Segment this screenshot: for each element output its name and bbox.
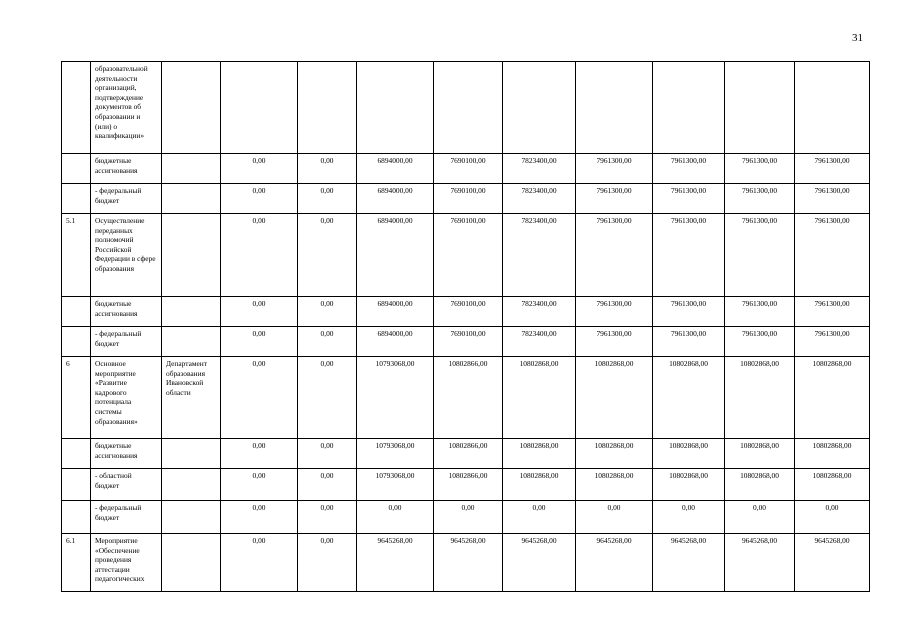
- value-cell: 7961300,00: [725, 154, 795, 184]
- value-cell: 7961300,00: [576, 184, 653, 214]
- value-cell: [298, 62, 357, 154]
- value-cell: 0,00: [221, 439, 298, 469]
- row-executor-cell: [162, 501, 221, 534]
- budget-table: [61, 61, 870, 592]
- value-cell: 10802868,00: [725, 469, 795, 501]
- row-executor-cell: [162, 214, 221, 297]
- value-cell: 0,00: [221, 297, 298, 327]
- value-cell: 10802868,00: [725, 439, 795, 469]
- value-cell: 0,00: [298, 214, 357, 297]
- value-cell: 6894000,00: [357, 327, 434, 357]
- table-row: [62, 184, 870, 214]
- value-cell: 7961300,00: [795, 297, 870, 327]
- value-cell: 9645268,00: [576, 534, 653, 592]
- value-cell: 7690100,00: [434, 327, 503, 357]
- row-number-cell: 6.1: [62, 534, 91, 592]
- value-cell: 7690100,00: [434, 154, 503, 184]
- value-cell: 6894000,00: [357, 214, 434, 297]
- row-number-cell: 6: [62, 357, 91, 439]
- row-executor-cell: [162, 439, 221, 469]
- value-cell: 10802868,00: [503, 469, 576, 501]
- value-cell: 10802868,00: [503, 439, 576, 469]
- value-cell: 7961300,00: [725, 327, 795, 357]
- value-cell: 0,00: [221, 327, 298, 357]
- table-row: [62, 154, 870, 184]
- value-cell: 7961300,00: [576, 214, 653, 297]
- value-cell: 7961300,00: [795, 327, 870, 357]
- value-cell: 9645268,00: [725, 534, 795, 592]
- value-cell: 7823400,00: [503, 184, 576, 214]
- value-cell: 9645268,00: [795, 534, 870, 592]
- value-cell: 10802868,00: [795, 469, 870, 501]
- table-row: [62, 501, 870, 534]
- value-cell: 7961300,00: [795, 184, 870, 214]
- value-cell: 6894000,00: [357, 154, 434, 184]
- value-cell: 9645268,00: [357, 534, 434, 592]
- value-cell: 10802868,00: [503, 357, 576, 439]
- value-cell: 10802868,00: [795, 439, 870, 469]
- value-cell: 0,00: [795, 501, 870, 534]
- value-cell: 0,00: [298, 297, 357, 327]
- value-cell: 7823400,00: [503, 154, 576, 184]
- value-cell: 7690100,00: [434, 297, 503, 327]
- row-number-cell: [62, 439, 91, 469]
- value-cell: [653, 62, 725, 154]
- row-executor-cell: [162, 154, 221, 184]
- row-name-cell: - федеральный бюджет: [91, 184, 162, 214]
- table-row: [62, 469, 870, 501]
- value-cell: 7961300,00: [795, 214, 870, 297]
- value-cell: 10802866,00: [434, 357, 503, 439]
- value-cell: [434, 62, 503, 154]
- value-cell: 10793068,00: [357, 439, 434, 469]
- table-row: [62, 357, 870, 439]
- value-cell: 7961300,00: [653, 327, 725, 357]
- value-cell: [725, 62, 795, 154]
- row-executor-cell: [162, 534, 221, 592]
- value-cell: 0,00: [298, 469, 357, 501]
- row-executor-cell: [162, 184, 221, 214]
- row-number-cell: [62, 501, 91, 534]
- value-cell: 10802868,00: [576, 439, 653, 469]
- value-cell: 10802866,00: [434, 439, 503, 469]
- value-cell: [221, 62, 298, 154]
- table-row: [62, 297, 870, 327]
- value-cell: 10802866,00: [434, 469, 503, 501]
- table-row: [62, 534, 870, 592]
- value-cell: 0,00: [221, 154, 298, 184]
- value-cell: 0,00: [298, 534, 357, 592]
- value-cell: 0,00: [221, 501, 298, 534]
- value-cell: 0,00: [298, 327, 357, 357]
- value-cell: 0,00: [221, 357, 298, 439]
- value-cell: 7690100,00: [434, 214, 503, 297]
- row-name-cell: бюджетные ассигнования: [91, 297, 162, 327]
- value-cell: 7823400,00: [503, 214, 576, 297]
- value-cell: [357, 62, 434, 154]
- value-cell: 9645268,00: [503, 534, 576, 592]
- value-cell: 0,00: [357, 501, 434, 534]
- value-cell: 0,00: [725, 501, 795, 534]
- row-name-cell: бюджетные ассигнования: [91, 154, 162, 184]
- row-name-cell: Основное мероприятие «Развитие кадрового потенциала системы образования»: [91, 357, 162, 439]
- value-cell: [795, 62, 870, 154]
- value-cell: [576, 62, 653, 154]
- value-cell: 0,00: [221, 184, 298, 214]
- row-number-cell: [62, 154, 91, 184]
- value-cell: 10802868,00: [576, 357, 653, 439]
- value-cell: 10793068,00: [357, 357, 434, 439]
- value-cell: 10802868,00: [653, 357, 725, 439]
- value-cell: 7961300,00: [576, 154, 653, 184]
- row-number-cell: [62, 327, 91, 357]
- value-cell: 0,00: [503, 501, 576, 534]
- row-number-cell: [62, 62, 91, 154]
- value-cell: 0,00: [653, 501, 725, 534]
- row-executor-cell: [162, 297, 221, 327]
- row-number-cell: [62, 184, 91, 214]
- value-cell: 0,00: [298, 184, 357, 214]
- value-cell: 10802868,00: [576, 469, 653, 501]
- page-number: 31: [852, 32, 863, 44]
- value-cell: 7961300,00: [725, 214, 795, 297]
- value-cell: 10802868,00: [725, 357, 795, 439]
- value-cell: 0,00: [221, 214, 298, 297]
- row-executor-cell: [162, 327, 221, 357]
- table-row: [62, 62, 870, 154]
- row-name-cell: бюджетные ассигнования: [91, 439, 162, 469]
- value-cell: 7823400,00: [503, 297, 576, 327]
- value-cell: 9645268,00: [653, 534, 725, 592]
- row-executor-cell: Департамент образования Ивановской области: [162, 357, 221, 439]
- value-cell: 0,00: [576, 501, 653, 534]
- row-name-cell: - федеральный бюджет: [91, 327, 162, 357]
- value-cell: 0,00: [298, 154, 357, 184]
- value-cell: 7961300,00: [576, 327, 653, 357]
- value-cell: 10802868,00: [795, 357, 870, 439]
- value-cell: 10802868,00: [653, 439, 725, 469]
- value-cell: 7690100,00: [434, 184, 503, 214]
- row-executor-cell: [162, 62, 221, 154]
- value-cell: 7961300,00: [653, 154, 725, 184]
- table-row: [62, 214, 870, 297]
- value-cell: [503, 62, 576, 154]
- value-cell: 7961300,00: [725, 184, 795, 214]
- value-cell: 0,00: [434, 501, 503, 534]
- value-cell: 6894000,00: [357, 184, 434, 214]
- value-cell: 0,00: [221, 534, 298, 592]
- row-name-cell: образовательной деятельности организаций, подтверждение документов об образовании и (или) о квалификации»: [91, 62, 162, 154]
- value-cell: 0,00: [221, 469, 298, 501]
- value-cell: 6894000,00: [357, 297, 434, 327]
- value-cell: 10793068,00: [357, 469, 434, 501]
- value-cell: 9645268,00: [434, 534, 503, 592]
- table-row: [62, 439, 870, 469]
- table-row: [62, 327, 870, 357]
- value-cell: 7961300,00: [725, 297, 795, 327]
- value-cell: 7961300,00: [576, 297, 653, 327]
- value-cell: 7961300,00: [795, 154, 870, 184]
- row-name-cell: - областной бюджет: [91, 469, 162, 501]
- row-name-cell: Осуществление переданных полномочий Российской Федерации в сфере образования: [91, 214, 162, 297]
- value-cell: 0,00: [298, 357, 357, 439]
- row-executor-cell: [162, 469, 221, 501]
- value-cell: 0,00: [298, 439, 357, 469]
- row-number-cell: 5.1: [62, 214, 91, 297]
- value-cell: 0,00: [298, 501, 357, 534]
- value-cell: 7961300,00: [653, 297, 725, 327]
- row-number-cell: [62, 297, 91, 327]
- row-name-cell: Мероприятие «Обеспечение проведения аттестации педагогических: [91, 534, 162, 592]
- value-cell: 10802868,00: [653, 469, 725, 501]
- row-name-cell: - федеральный бюджет: [91, 501, 162, 534]
- row-number-cell: [62, 469, 91, 501]
- value-cell: 7823400,00: [503, 327, 576, 357]
- value-cell: 7961300,00: [653, 214, 725, 297]
- value-cell: 7961300,00: [653, 184, 725, 214]
